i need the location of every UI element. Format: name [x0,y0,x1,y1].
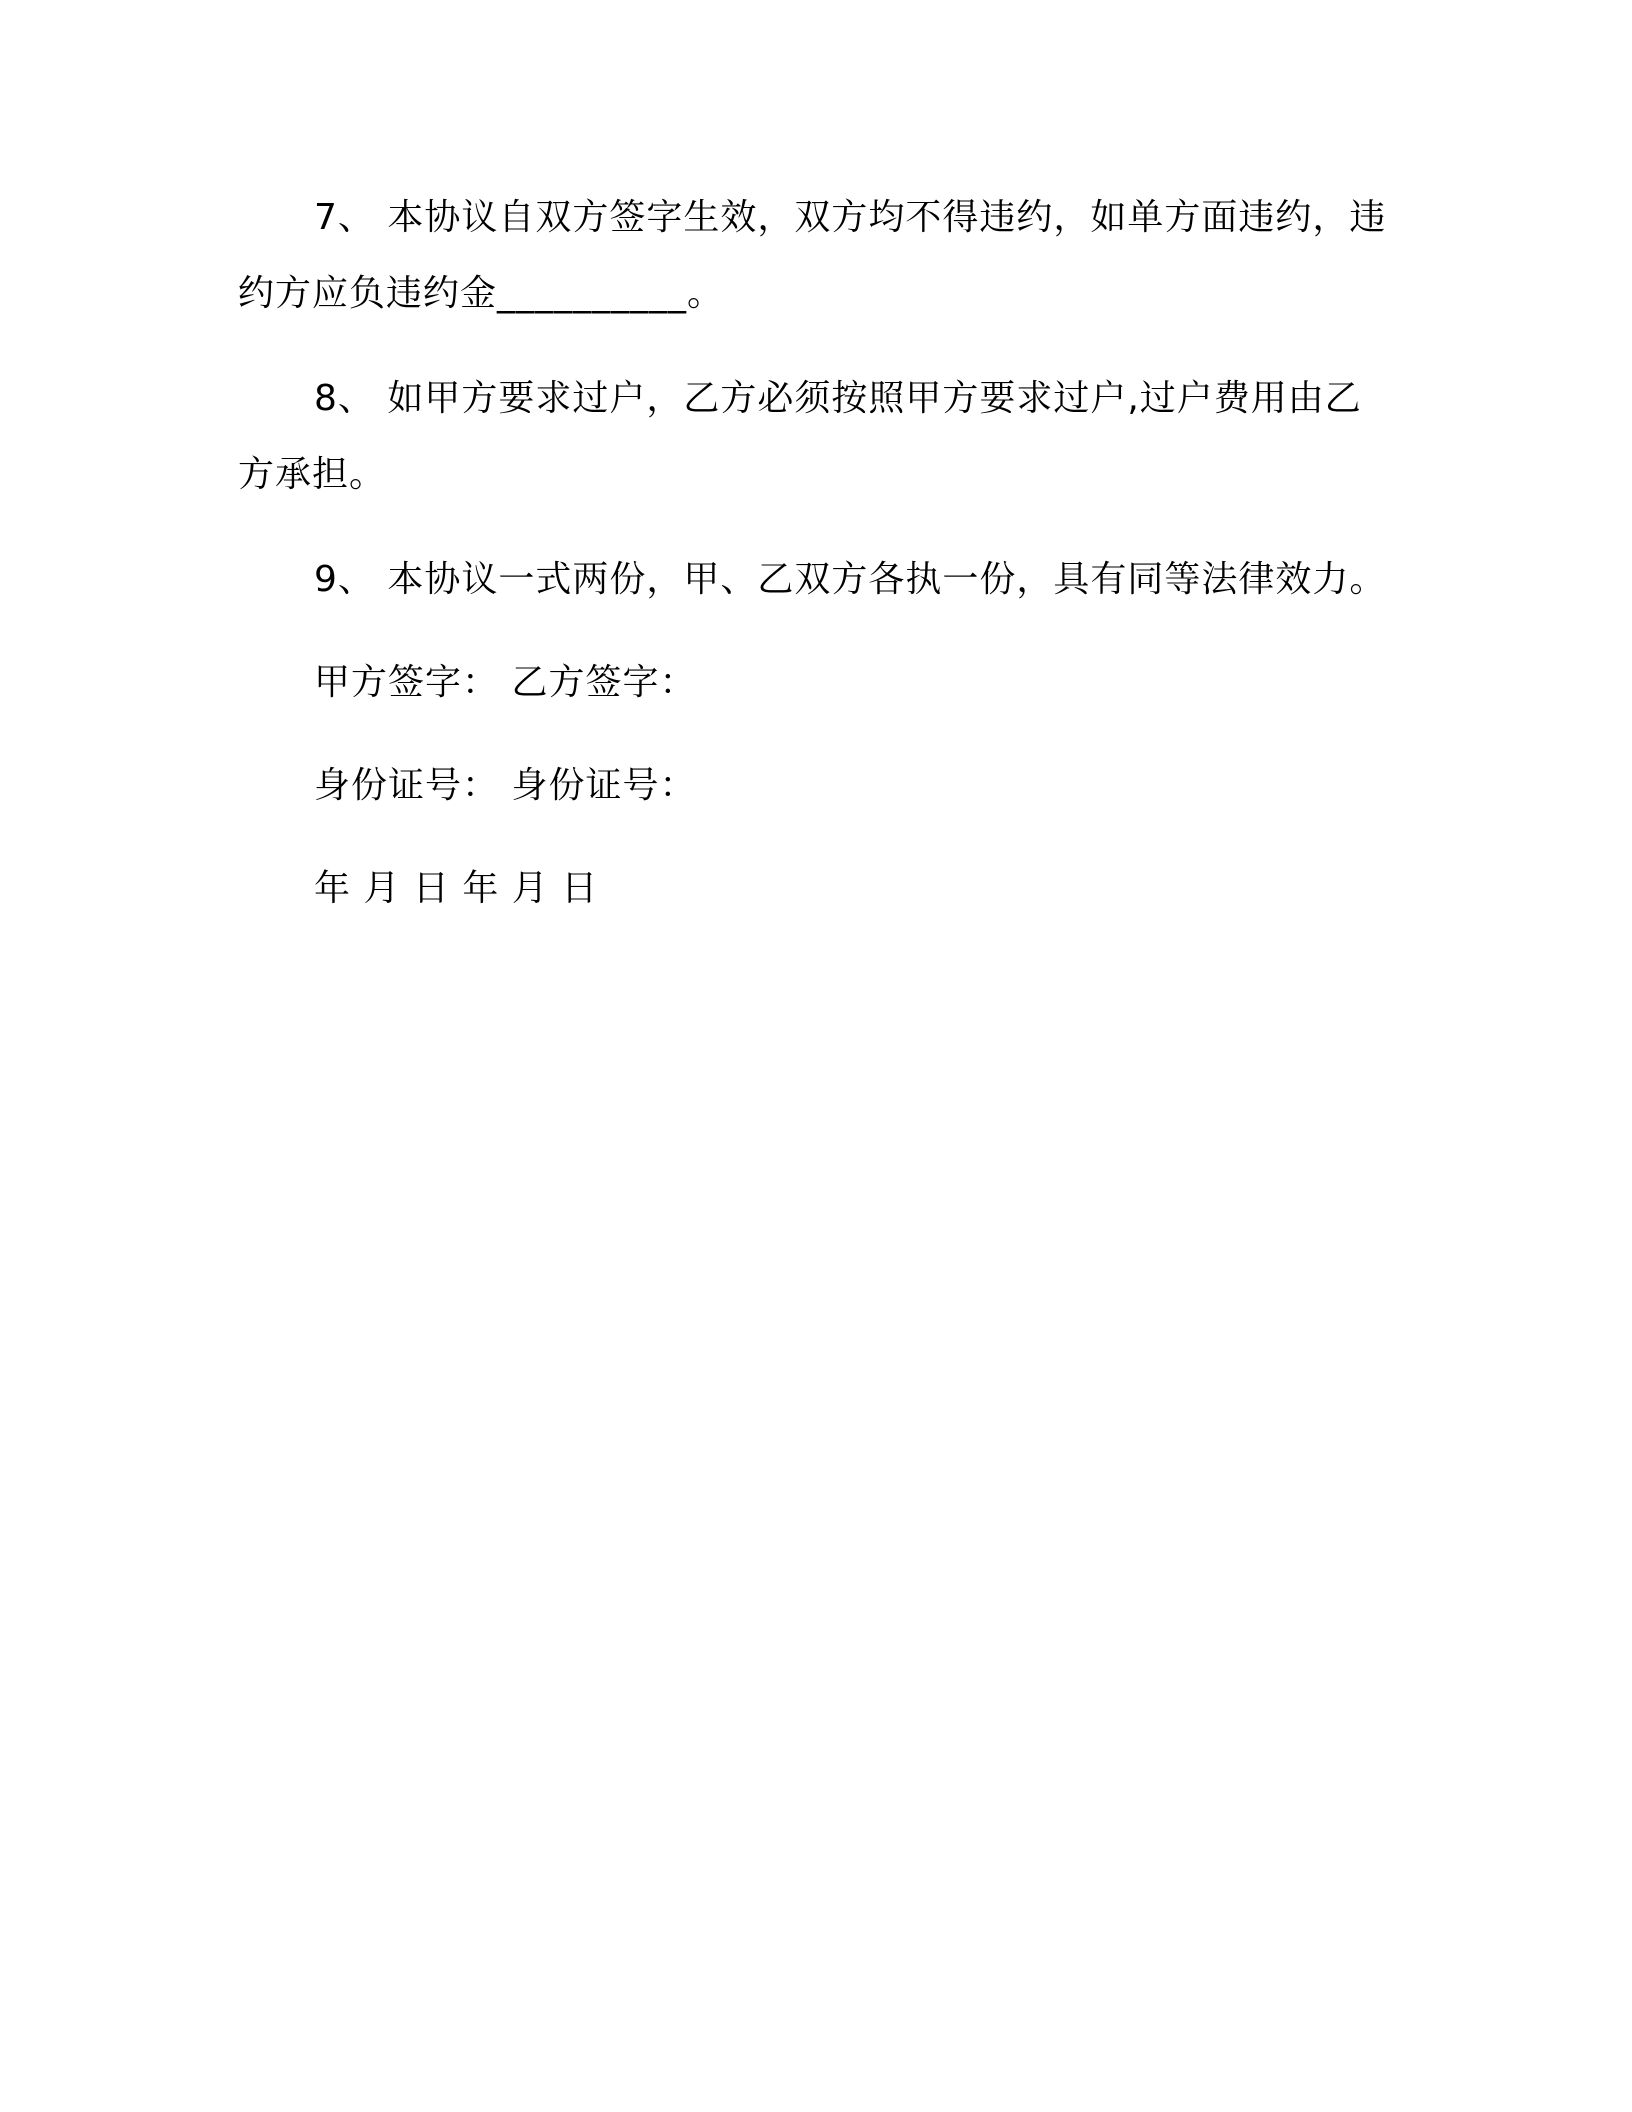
date-labels: 年 月 日 年 月 日 [314,868,599,909]
clause-8-line-2: 方承担。 [238,454,387,495]
signature-labels: 甲方签字： 乙方签字： [314,662,697,703]
clause-9-line-1: 9、 本协议一式两份，甲、乙双方各执一份，具有同等法律效力。 [314,559,1387,600]
clause-7-line-1: 7、 本协议自双方签字生效，双方均不得违约，如单方面违约，违 [314,197,1387,238]
clause-8-line-1: 8、 如甲方要求过户，乙方必须按照甲方要求过户,过户费用由乙 [314,378,1362,419]
id-number-labels: 身份证号： 身份证号： [314,765,697,806]
clause-7-line-2: 约方应负违约金__________。 [238,273,725,314]
